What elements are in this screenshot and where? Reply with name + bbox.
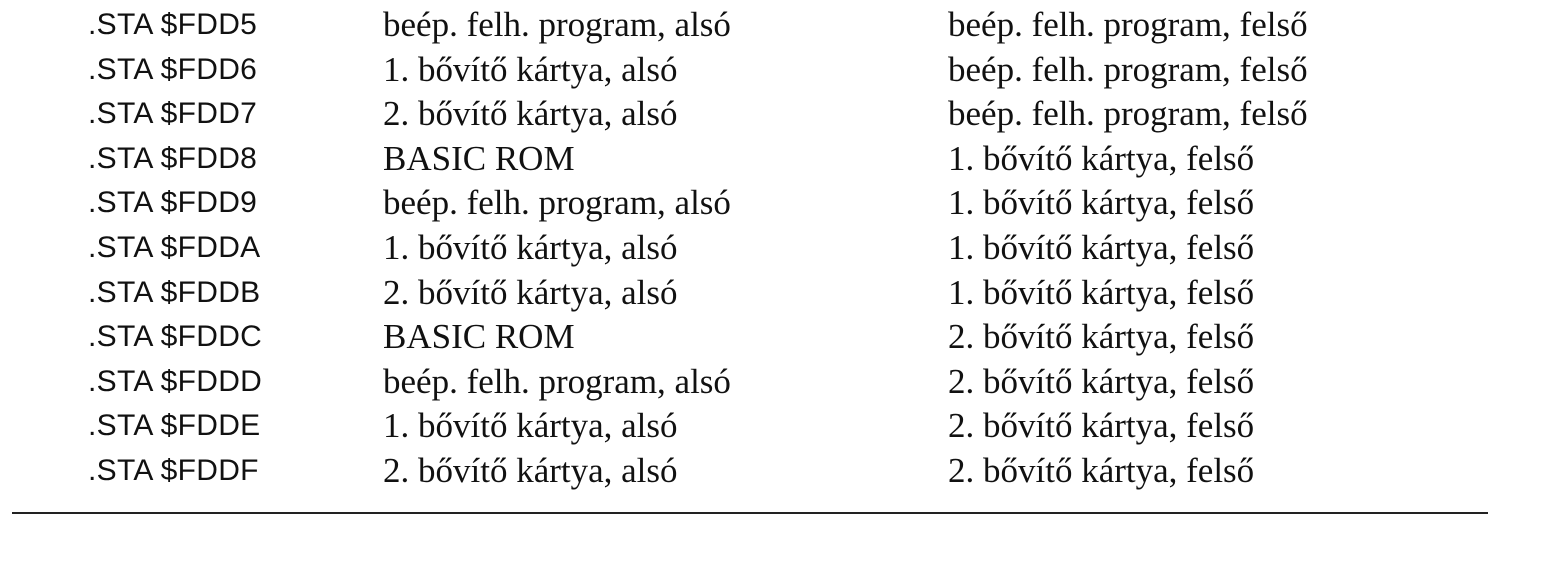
lower-bank-cell: 2. bővítő kártya, alsó [383,451,678,490]
upper-bank-cell: 2. bővítő kártya, felső [948,406,1255,446]
upper-bank-cell: 1. bővítő kártya, felső [948,183,1255,223]
table-row [0,94,1553,141]
table-row [0,49,1553,97]
instruction-cell: .STA $FDDE [88,409,261,443]
lower-bank-cell: BASIC ROM [383,317,575,357]
instruction-cell: .STA $FDD6 [88,52,258,86]
instruction-cell: .STA $FDD8 [88,141,258,175]
lower-bank-cell: 1. bővítő kártya, alsó [383,228,678,267]
instruction-cell: .STA $FDDD [88,364,263,398]
instruction-cell: .STA $FDD9 [88,186,258,220]
upper-bank-cell: beép. felh. program, felső [948,49,1308,89]
upper-bank-cell: 2. bővítő kártya, felső [948,361,1255,401]
upper-bank-cell: 2. bővítő kártya, felső [948,317,1255,357]
instruction-cell: .STA $FDDB [88,275,261,309]
instruction-cell: .STA $FDD7 [88,97,258,131]
lower-bank-cell: beép. felh. program, alsó [383,183,731,223]
instruction-cell: .STA $FDDC [88,320,263,354]
lower-bank-cell: beép. felh. program, alsó [383,5,731,44]
upper-bank-cell: beép. felh. program, felső [948,94,1308,134]
horizontal-rule [12,512,1488,514]
upper-bank-cell: beép. felh. program, felső [948,5,1308,44]
table-row [0,361,1553,409]
lower-bank-cell: 2. bővítő kártya, alsó [383,272,678,312]
lower-bank-cell: 1. bővítő kártya, alsó [383,406,678,446]
upper-bank-cell: 1. bővítő kártya, felső [948,228,1255,267]
table-row [0,451,1553,498]
lower-bank-cell: beép. felh. program, alsó [383,361,731,401]
upper-bank-cell: 1. bővítő kártya, felső [948,138,1255,178]
table-row [0,228,1553,275]
instruction-cell: .STA $FDDF [88,454,259,487]
table-row [0,138,1553,186]
lower-bank-cell: 1. bővítő kártya, alsó [383,49,678,89]
upper-bank-cell: 2. bővítő kártya, felső [948,451,1255,490]
lower-bank-cell: 2. bővítő kártya, alsó [383,94,678,134]
table-row [0,317,1553,364]
table-row [0,406,1553,453]
table-row [0,5,1553,52]
instruction-cell: .STA $FDD5 [88,8,258,41]
upper-bank-cell: 1. bővítő kártya, felső [948,272,1255,312]
lower-bank-cell: BASIC ROM [383,138,575,178]
table-row [0,272,1553,320]
table-row [0,183,1553,230]
instruction-cell: .STA $FDDA [88,231,261,264]
